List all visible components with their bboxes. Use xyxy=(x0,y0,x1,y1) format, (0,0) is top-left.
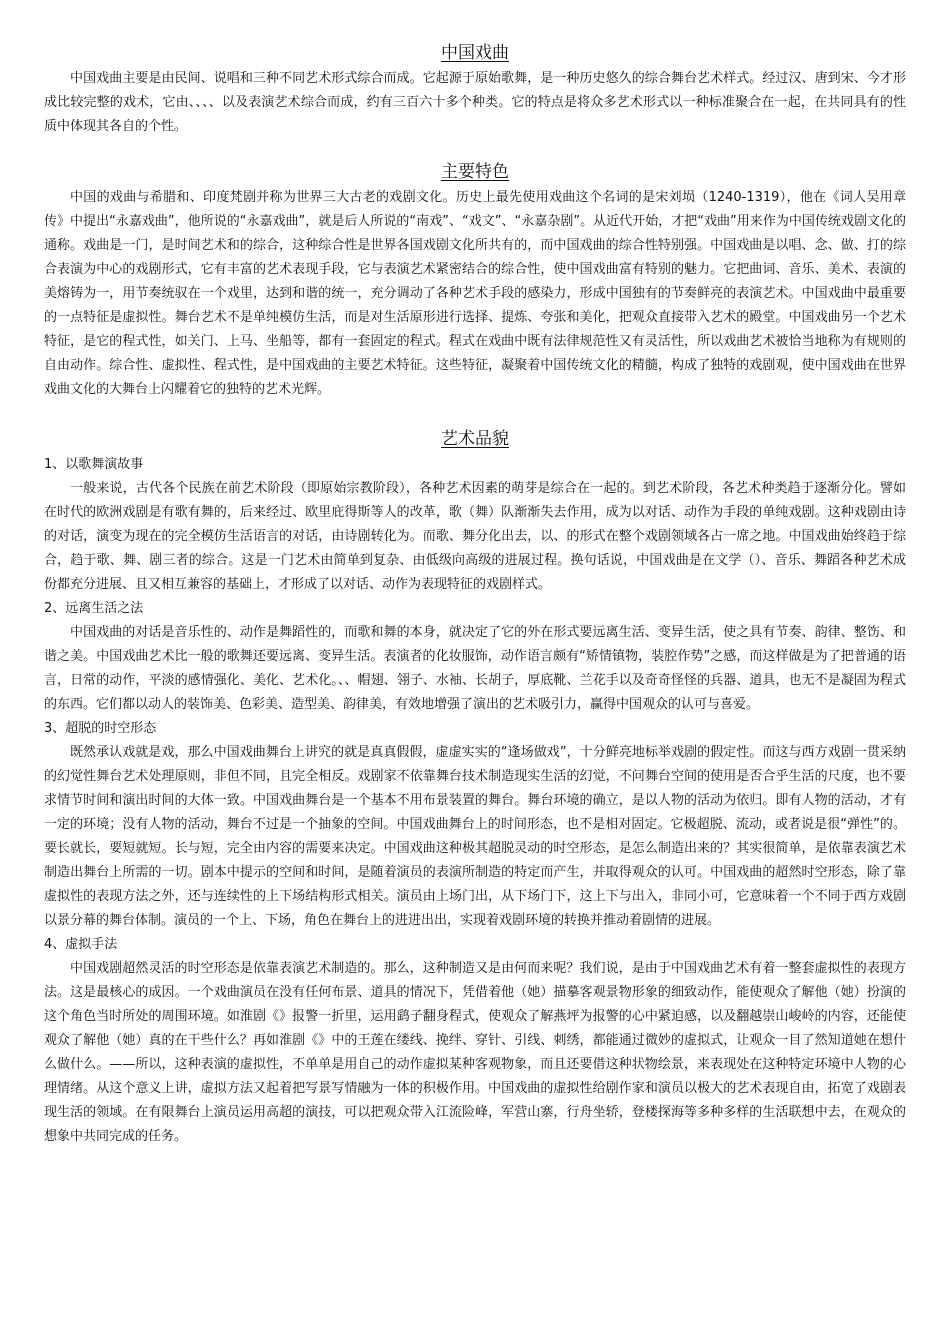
item-text-time-space: 既然承认戏就是戏，那么中国戏曲舞台上讲究的就是真真假假，虚虚实实的“逢场做戏”，十分鲜亮地标举戏剧的假定性。而这与西方戏剧一贯采纳的幻觉性舞台艺术处理原则，非但不同，且完全相反。戏剧家不依靠舞台技术制造现实生活的幻觉，不问舞台空间的使用是否合乎生活的尺度，也不要求情节时间和演出时间的大体一致。中国戏曲舞台是一个基本不用布景装置的舞台。舞台环境的确立，是以人物的活动为依归。即有人物的活动，才有一定的环境；没有人物的活动，舞台不过是一个抽象的空间。中国戏曲舞台上的时间形态，也不是相对固定。它极超脱、流动，或者说是很“弹性”的。要长就长，要短就短。长与短，完全由内容的需要来决定。中国戏曲这种极其超脱灵动的时空形态，是怎么制造出来的？其实很简单，是依靠表演艺术制造出舞台上所需的一切。剧本中提示的空间和时间，是随着演员的表演所制造的特定而产生，并取得观众的认可。中国戏曲的超然时空形态，除了靠虚拟性的表现方法之外，还与连续性的上下场结构形式相关。演员由上场门出，从下场门下，这上下与出入，非同小可，它意味着一个不同于西方戏剧以景分幕的舞台体制。演员的一个上、下场，角色在舞台上的进进出出，实现着戏剧环境的转换并推动着剧情的进展。 xyxy=(44,745,906,928)
item-text-virtual-technique: 中国戏剧超然灵活的时空形态是依靠表演艺术制造的。那么，这种制造又是由何而来呢？我们说，是由于中国戏曲艺术有着一整套虚拟性的表现方法。这是最核心的成因。一个戏曲演员在没有任何布景、道具的情况下，凭借着他（她）描摹客观景物形象的细致动作，能使观众了解他（她）扮演的这个角色当时所处的周围环境。如淮剧《》报警一折里，运用鹞子翻身程式，使观众了解燕坪为报警的心中紧迫感，以及翻越崇山峻岭的内容，还能使观众了解他（她）真的在干些什么？再如淮剧《》中的王莲在缕线、挽绊、穿针、引线、刺绣，都能通过微妙的虚拟式，让观众一目了然知道她在想什么做什么。——所以，这种表演的虚拟性，不单单是用自己的动作虚拟某种客观物象，而且还要借这种状物绘景，来表现处在这种特定环境中人物的心理情绪。从这个意义上讲，虚拟方法又起着把写景写情融为一体的积极作用。中国戏曲的虚拟性给剧作家和演员以极大的艺术表现自由，拓宽了戏剧表现生活的领域。在有限舞台上演员运用高超的演技，可以把观众带入江流险峰，军营山寨，行舟坐轿，登楼探海等多种多样的生活联想中去，在观众的想象中共同完成的任务。 xyxy=(44,961,906,1144)
spacer xyxy=(44,402,906,426)
item-heading-virtual-technique: 4、虚拟手法 xyxy=(44,937,118,952)
section-title-artistic-style: 艺术品貌 xyxy=(441,429,509,449)
item-heading-time-space: 3、超脱的时空形态 xyxy=(44,721,157,736)
item-text-away-from-life: 中国戏曲的对话是音乐性的、动作是舞蹈性的，而歌和舞的本身，就决定了它的外在形式要远离生活、变异生活，使之具有节奏、韵律、整饬、和谐之美。中国戏曲艺术比一般的歌舞还要远离、变异生活。表演者的化妆服饰，动作语言颇有“矫情镇物，装腔作势”之感，而这样做是为了把普通的语言，日常的动作，平淡的感情强化、美化、艺术化。、、帽翅、翎子、水袖、长胡子，厚底靴、兰花手以及奇奇怪怪的兵器、道具，也无不是凝固为程式的东西。它们都以动人的装饰美、色彩美、造型美、韵律美，有效地增强了演出的艺术吸引力，赢得中国观众的认可与喜爱。 xyxy=(44,625,906,712)
document-page xyxy=(44,40,906,1149)
item-heading-away-from-life: 2、远离生活之法 xyxy=(44,601,144,616)
paragraph-main-features: 中国的戏曲与希腊和、印度梵剧并称为世界三大古老的戏剧文化。历史上最先使用戏曲这个名词的是宋刘埙（1240-1319），他在《词人吴用章传》中提出“永嘉戏曲”，他所说的“永嘉戏曲”，就是后人所说的“南戏”、“戏文”、“永嘉杂剧”。从近代开始，才把“戏曲”用来作为中国传统戏剧文化的通称。戏曲是一门，是时间艺术和的综合，这种综合性是世界各国戏剧文化所共有的，而中国戏曲的综合性特别强。中国戏曲是以唱、念、做、打的综合表演为中心的戏剧形式，它有丰富的艺术表现手段，它与表演艺术紧密结合的综合性，使中国戏曲富有特别的魅力。它把曲词、音乐、美术、表演的美熔铸为一，用节奏统驭在一个戏里，达到和谐的统一，充分调动了各种艺术手段的感染力，形成中国独有的节奏鲜亮的表演艺术。中国戏曲中最重要的一点特征是虚拟性。舞台艺术不是单纯模仿生活，而是对生活原形进行选择、提炼、夸张和美化，把观众直接带入艺术的殿堂。中国戏曲另一个艺术特征，是它的程式性，如关门、上马、坐船等，都有一套固定的程式。程式在戏曲中既有法律规范性又有灵活性，所以戏曲艺术被恰当地称为有规则的自由动作。综合性、虚拟性、程式性，是中国戏曲的主要艺术特征。这些特征，凝聚着中国传统文化的精髓，构成了独特的戏剧观，使中国戏曲在世界戏曲文化的大舞台上闪耀着它的独特的艺术光辉。 xyxy=(44,190,906,397)
section-title-chinese-opera: 中国戏曲 xyxy=(441,43,509,63)
item-heading-song-dance: 1、以歌舞演故事 xyxy=(44,457,144,472)
item-text-song-dance: 一般来说，古代各个民族在前艺术阶段（即原始宗教阶段），各种艺术因素的萌芽是综合在一起的。到艺术阶段，各艺术种类趋于逐渐分化。譬如在时代的欧洲戏剧是有歌有舞的，后来经过、欧里庇得斯等人的改革，歌（舞）队渐渐失去作用，成为以对话、动作为手段的单纯戏剧。这种戏剧由诗的对话，演变为现在的完全模仿生活语言的对话，由诗剧转化为。而歌、舞分化出去，以、的形式在整个戏剧领域各占一席之地。中国戏曲始终趋于综合，趋于歌、舞、剧三者的综合。这是一门艺术由简单到复杂、由低级向高级的进展过程。换句话说，中国戏曲是在文学（）、音乐、舞蹈各种艺术成份都充分进展、且又相互兼容的基础上，才形成了以对话、动作为表现特征的戏剧样式。 xyxy=(44,481,906,592)
paragraph-intro: 中国戏曲主要是由民间、说唱和三种不同艺术形式综合而成。它起源于原始歌舞，是一种历史悠久的综合舞台艺术样式。经过汉、唐到宋、今才形成比较完整的戏术，它由、、、、以及表演艺术综合而成，约有三百六十多个种类。它的特点是将众多艺术形式以一种标准聚合在一起，在共同具有的性质中体现其各自的个性。 xyxy=(44,71,906,134)
spacer xyxy=(44,139,906,159)
section-title-main-features: 主要特色 xyxy=(441,162,509,182)
